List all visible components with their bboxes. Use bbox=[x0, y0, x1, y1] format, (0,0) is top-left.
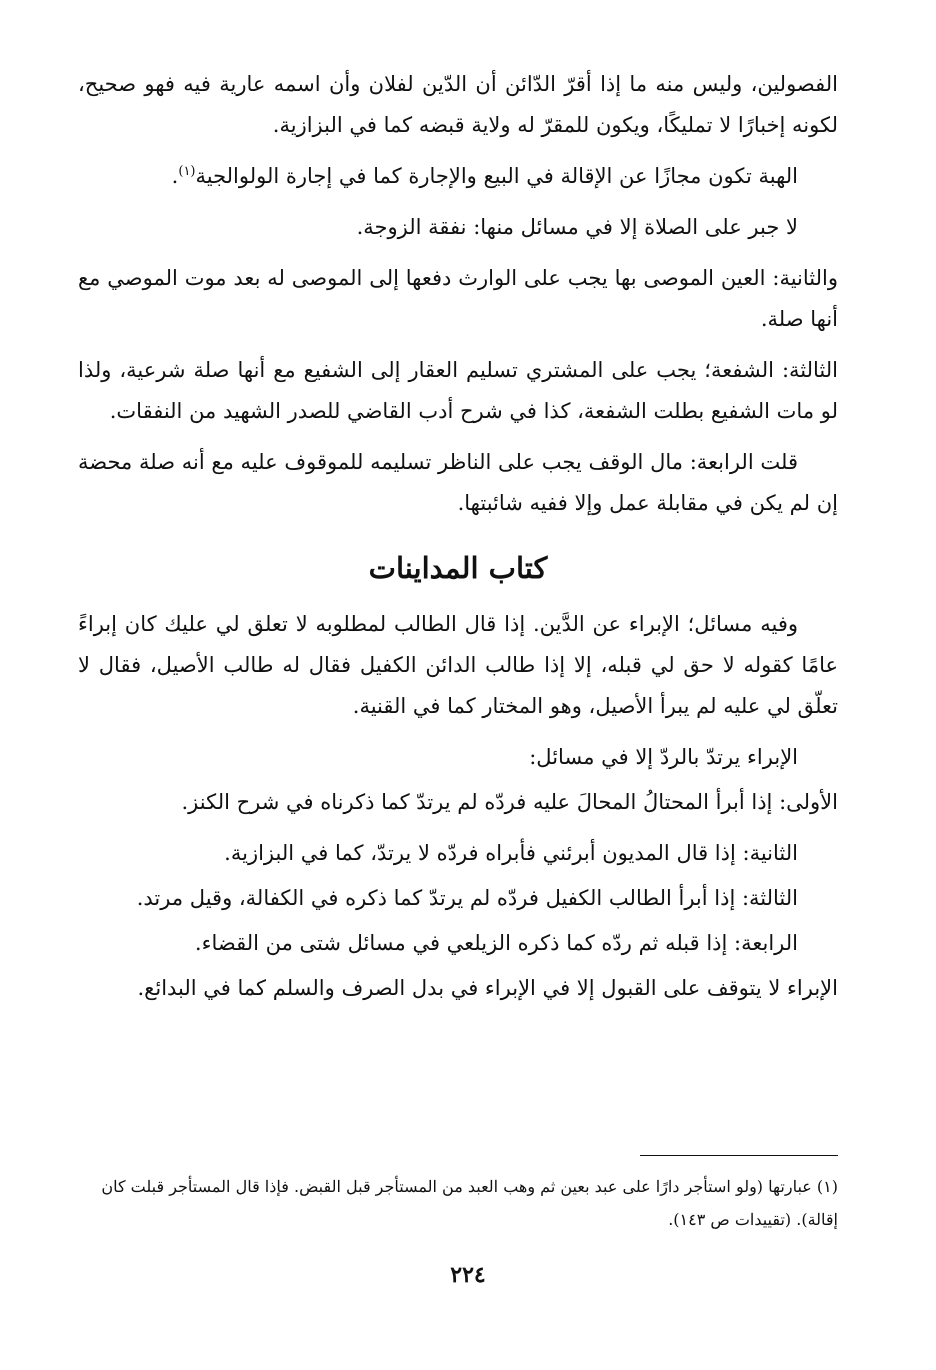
section-heading: كتاب المداينات bbox=[368, 551, 548, 585]
paragraph-7: وفيه مسائل؛ الإبراء عن الدَّين. إذا قال الطالب لمطلوبه لا تعلق لي عليك كان إبراءً عامًا كقوله لا حق لي قبله، إلا إذا طالب الدائن الكفيل فقال له طالب الأصيل، فقال لا تعلّق لي عليه لم يبرأ الأصيل، وهو المختار كما في القنية. bbox=[78, 612, 838, 718]
paragraph-2-end: . bbox=[171, 164, 179, 188]
footnote-number: (١) bbox=[816, 1177, 838, 1196]
paragraph-9: الأولى: إذا أبرأ المحتالُ المحالَ عليه فردّه لم يرتدّ كما ذكرناه في شرح الكنز. bbox=[181, 790, 838, 814]
paragraph-1: الفصولين، وليس منه ما إذا أقرّ الدّائن أن الدّين لفلان وأن اسمه عارية فيه فهو صحيح، لكونه إخبارًا لا تمليكًا، ويكون للمقرّ له ولاية قبضه كما في البزازية. bbox=[78, 72, 838, 137]
paragraph-3: لا جبر على الصلاة إلا في مسائل منها: نفقة الزوجة. bbox=[356, 215, 798, 239]
footnote bbox=[78, 1170, 838, 1236]
footnote-reference[interactable]: (١) bbox=[178, 164, 196, 179]
footnote-separator bbox=[640, 1155, 838, 1156]
paragraph-5: الثالثة: الشفعة؛ يجب على المشتري تسليم العقار إلى الشفيع مع أنها صلة شرعية، ولذا لو مات الشفيع بطلت الشفعة، كذا في شرح أدب القاضي للصدر الشهيد من النفقات. bbox=[78, 358, 838, 423]
paragraph-12: الرابعة: إذا قبله ثم ردّه كما ذكره الزيلعي في مسائل شتى من القضاء. bbox=[194, 931, 798, 955]
paragraph-11: الثالثة: إذا أبرأ الطالب الكفيل فردّه لم يرتدّ كما ذكره في الكفالة، وقيل مرتد. bbox=[136, 886, 798, 910]
paragraph-8: الإبراء يرتدّ بالردّ إلا في مسائل: bbox=[529, 745, 798, 769]
footnote-text: عبارتها (ولو استأجر دارًا على عبد بعين ثم وهب العبد من المستأجر قبل القبض. فإذا قال المستأجر قبلت كان إقالة). (تقييدات ص ١٤٣). bbox=[101, 1177, 838, 1229]
paragraph-4: والثانية: العين الموصى بها يجب على الوارث دفعها إلى الموصى له بعد موت الموصي مع أنها صلة. bbox=[78, 266, 838, 331]
paragraph-13: الإبراء لا يتوقف على القبول إلا في الإبراء في بدل الصرف والسلم كما في البدائع. bbox=[137, 976, 838, 1000]
paragraph-6: قلت الرابعة: مال الوقف يجب على الناظر تسليمه للموقوف عليه مع أنه صلة محضة إن لم يكن في مقابلة عمل وإلا ففيه شائبتها. bbox=[78, 450, 838, 515]
page-body bbox=[78, 64, 838, 1019]
paragraph-2-text: الهبة تكون مجازًا عن الإقالة في البيع والإجارة كما في إجارة الولوالجية bbox=[195, 164, 798, 188]
paragraph-2 bbox=[78, 156, 838, 197]
paragraph-10: الثانية: إذا قال المديون أبرئني فأبراه فردّه لا يرتدّ، كما في البزازية. bbox=[224, 841, 798, 865]
page-number: ٢٢٤ bbox=[450, 1262, 486, 1288]
